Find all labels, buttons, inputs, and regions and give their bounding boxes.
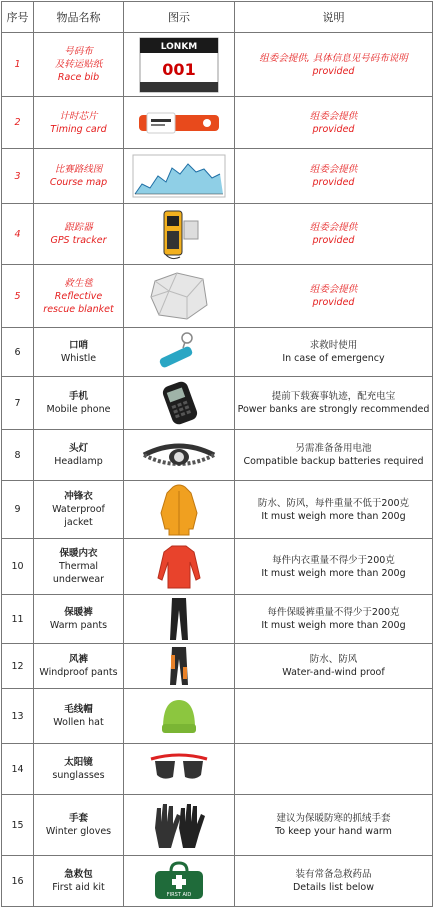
item-name-en: Wollen hat: [53, 717, 104, 728]
description-cn: 组委会提供, 具体信息见号码布说明: [259, 52, 408, 64]
item-name: [34, 644, 124, 689]
timing-card-icon: [135, 103, 223, 143]
table-row: [2, 265, 433, 328]
description-en: In case of emergency: [282, 353, 385, 364]
item-picture: [124, 856, 235, 907]
header-name: 物品名称: [34, 2, 124, 33]
item-name: [34, 265, 124, 328]
description-en: provided: [312, 235, 355, 246]
row-number: 8: [2, 430, 34, 481]
description-cn: 每件内衣重量不得少于200克: [272, 554, 395, 566]
row-number: 11: [2, 595, 34, 644]
item-name: [34, 481, 124, 539]
item-picture: [124, 481, 235, 539]
header-desc: 说明: [235, 2, 433, 33]
mandatory-gear-table: [1, 1, 433, 907]
description-cn: 提前下载赛事轨迹，配充电宝: [271, 391, 396, 402]
item-picture: [124, 644, 235, 689]
item-name: [34, 377, 124, 430]
description-cn: 防水、防风，每件重量不低于200克: [257, 497, 410, 509]
item-picture: [124, 430, 235, 481]
description-cn: 组委会提供: [309, 164, 358, 175]
item-name-cn: 手机: [68, 391, 88, 402]
item-name-en: Course map: [49, 177, 108, 188]
description-cn: 另需准备备用电池: [295, 443, 372, 454]
item-name-cn: 风裤: [68, 654, 88, 665]
item-description: [235, 33, 433, 97]
item-name-en: Winter gloves: [45, 826, 112, 837]
description-cn: 建议为保暖防寒的抓绒手套: [276, 813, 391, 824]
description-en: provided: [312, 177, 355, 188]
item-description: [235, 795, 433, 856]
item-picture: [124, 595, 235, 644]
item-description: [235, 595, 433, 644]
first-aid-kit-icon: [149, 859, 209, 903]
warm-pants-icon: [164, 596, 194, 642]
table-row: [2, 539, 433, 595]
table-row: [2, 481, 433, 539]
item-name-en: First aid kit: [52, 882, 105, 893]
description-cn: 防水、防风: [309, 654, 358, 665]
description-en: provided: [312, 123, 355, 135]
item-name-en: GPS tracker: [50, 235, 107, 246]
item-name: [34, 328, 124, 377]
row-number: 5: [2, 265, 34, 328]
item-description: [235, 539, 433, 595]
item-name-en: Waterproof: [52, 504, 105, 515]
wool-hat-icon: [157, 694, 201, 738]
jacket-icon: [157, 483, 201, 537]
item-name-en: Windproof pants: [39, 667, 118, 678]
item-name: [34, 97, 124, 149]
description-cn: 每件保暖裤重量不得少于200克: [267, 607, 400, 618]
item-name-en-2: underwear: [52, 574, 105, 585]
item-picture: [124, 689, 235, 744]
item-description: [235, 204, 433, 265]
item-name-en: Reflective: [54, 290, 103, 302]
bib-brand: LONKM: [160, 41, 198, 52]
sunglasses-icon: [149, 749, 209, 789]
whistle-icon: [153, 330, 205, 374]
item-name: [34, 204, 124, 265]
item-name-cn: 计时芯片: [59, 110, 98, 122]
item-picture: [124, 539, 235, 595]
description-en: To keep your hand warm: [275, 826, 392, 837]
item-name-en: sunglasses: [52, 770, 105, 781]
description-en: It must weigh more than 200g: [261, 620, 406, 631]
item-name-en: Headlamp: [54, 456, 103, 467]
row-number: 4: [2, 204, 34, 265]
description-en: Water-and-wind proof: [282, 667, 385, 678]
item-picture: [124, 265, 235, 328]
description-en: Details list below: [292, 882, 375, 893]
item-name: [34, 539, 124, 595]
item-name-en: Thermal: [58, 561, 99, 572]
item-name-cn: 毛线帽: [64, 704, 93, 715]
table-row: [2, 204, 433, 265]
description-cn: 组委会提供: [309, 110, 358, 122]
item-name: [34, 430, 124, 481]
gps-tracker-icon: [154, 207, 204, 261]
header-row: [2, 2, 433, 33]
header-no: 序号: [2, 2, 34, 33]
row-number: 12: [2, 644, 34, 689]
item-name-cn: 保暖裤: [64, 607, 93, 618]
description-cn: 装有常备急救药品: [295, 869, 372, 880]
header-pic: 图示: [124, 2, 235, 33]
item-name-cn: 手套: [68, 813, 88, 824]
rescue-blanket-icon: [147, 269, 211, 323]
item-description: [235, 328, 433, 377]
table-row: [2, 33, 433, 97]
table-row: [2, 644, 433, 689]
description-en: Compatible backup batteries required: [243, 456, 424, 467]
race-bib-icon: [139, 37, 219, 93]
item-picture: [124, 33, 235, 97]
row-number: 10: [2, 539, 34, 595]
item-description: [235, 377, 433, 430]
row-number: 9: [2, 481, 34, 539]
item-name-cn: 比赛路线图: [54, 164, 103, 175]
windproof-pants-icon: [164, 645, 194, 687]
bib-number: 001: [162, 59, 196, 79]
description-cn: 求救时使用: [309, 340, 358, 351]
table-row: [2, 377, 433, 430]
item-picture: [124, 97, 235, 149]
item-name-cn: 跟踪器: [64, 222, 93, 233]
description-en: provided: [312, 65, 355, 77]
table-row: [2, 328, 433, 377]
item-picture: [124, 149, 235, 204]
table-row: [2, 97, 433, 149]
item-name-en: Mobile phone: [46, 404, 111, 415]
headlamp-icon: [140, 435, 218, 475]
item-name-cn-2: 及转运贴纸: [54, 59, 103, 70]
item-name-en: Warm pants: [49, 620, 108, 631]
item-name-cn: 保暖内衣: [59, 548, 98, 559]
row-number: 16: [2, 856, 34, 907]
item-name-cn: 号码布: [64, 46, 93, 57]
item-name: [34, 744, 124, 795]
item-description: [235, 481, 433, 539]
item-description: [235, 689, 433, 744]
item-name-cn: 口哨: [68, 340, 88, 351]
item-name-en: Whistle: [60, 353, 97, 364]
item-name-en-2: jacket: [64, 517, 93, 528]
table-row: [2, 149, 433, 204]
table-row: [2, 689, 433, 744]
item-name-en: Timing card: [50, 123, 107, 135]
item-description: [235, 265, 433, 328]
item-name-cn: 冲锋衣: [64, 491, 93, 502]
item-name-en-2: rescue blanket: [43, 303, 114, 315]
row-number: 14: [2, 744, 34, 795]
item-name-cn: 救生毯: [64, 277, 93, 289]
mobile-phone-icon: [157, 379, 201, 427]
item-name-en: Race bib: [57, 72, 100, 83]
item-description: [235, 644, 433, 689]
item-name: [34, 33, 124, 97]
course-map-icon: [132, 154, 226, 198]
description-en: It must weigh more than 200g: [261, 510, 406, 522]
table-row: [2, 744, 433, 795]
table-row: [2, 856, 433, 907]
row-number: 13: [2, 689, 34, 744]
item-picture: [124, 377, 235, 430]
table-row: [2, 795, 433, 856]
item-description: [235, 97, 433, 149]
item-picture: [124, 744, 235, 795]
item-picture: [124, 328, 235, 377]
item-name: [34, 856, 124, 907]
item-name: [34, 595, 124, 644]
description-cn: 组委会提供: [309, 284, 358, 295]
item-description: [235, 856, 433, 907]
item-picture: [124, 204, 235, 265]
item-description: [235, 149, 433, 204]
item-name: [34, 689, 124, 744]
description-en: It must weigh more than 200g: [261, 567, 406, 579]
row-number: 3: [2, 149, 34, 204]
row-number: 15: [2, 795, 34, 856]
item-description: [235, 430, 433, 481]
row-number: 6: [2, 328, 34, 377]
item-name-cn: 太阳镜: [64, 757, 93, 768]
item-description: [235, 744, 433, 795]
item-name: [34, 795, 124, 856]
kit-label: FIRST AID: [166, 892, 192, 898]
description-en: provided: [312, 297, 355, 308]
row-number: 2: [2, 97, 34, 149]
table-row: [2, 430, 433, 481]
item-name: [34, 149, 124, 204]
thermal-underwear-icon: [156, 542, 202, 592]
row-number: 1: [2, 33, 34, 97]
gloves-icon: [149, 798, 209, 852]
item-name-cn: 急救包: [64, 869, 93, 880]
item-name-cn: 头灯: [68, 443, 88, 454]
item-picture: [124, 795, 235, 856]
description-cn: 组委会提供: [309, 222, 358, 233]
description-en: Power banks are strongly recommended: [237, 404, 430, 415]
row-number: 7: [2, 377, 34, 430]
table-row: [2, 595, 433, 644]
